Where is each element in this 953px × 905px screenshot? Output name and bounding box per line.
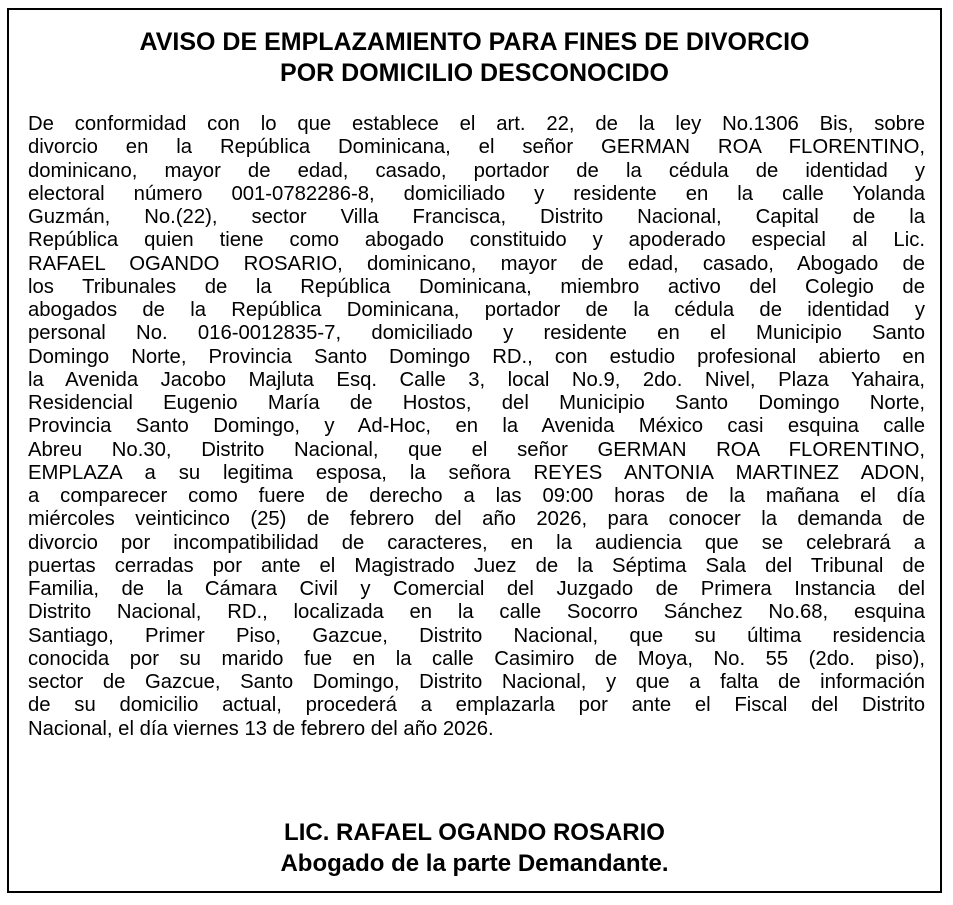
body-line: Distrito Nacional, RD., localizada en la calle Socorro Sánchez No.68, esquina <box>28 601 925 624</box>
body-line: personal No. 016-0012835-7, domiciliado y residente en el Municipio Santo <box>28 322 925 345</box>
body-line: Provincia Santo Domingo, y Ad-Hoc, en la Avenida México casi esquina calle <box>28 415 925 438</box>
body-line: miércoles veinticinco (25) de febrero del año 2026, para conocer la demanda de <box>28 508 925 531</box>
body-line: de su domicilio actual, procederá a emplazarla por ante el Fiscal del Distrito <box>28 694 925 717</box>
body-line: a comparecer como fuere de derecho a las 09:00 horas de la mañana el día <box>28 485 925 507</box>
body-line: Residencial Eugenio María de Hostos, del Municipio Santo Domingo Norte, <box>28 392 925 414</box>
body-line: EMPLAZA a su legitima esposa, la señora REYES ANTONIA MARTINEZ ADON, <box>28 461 925 484</box>
body-line: Abreu No.30, Distrito Nacional, que el señor GERMAN ROA FLORENTINO, <box>28 438 925 461</box>
body-line: De conformidad con lo que establece el art. 22, de la ley No.1306 Bis, sobre <box>28 113 925 135</box>
body-line: divorcio en la República Dominicana, el señor GERMAN ROA FLORENTINO, <box>28 136 925 159</box>
legal-notice-box <box>7 8 942 893</box>
body-line: electoral número 001-0782286-8, domiciliado y residente en la calle Yolanda <box>28 182 925 205</box>
body-line: la Avenida Jacobo Majluta Esq. Calle 3, local No.9, 2do. Nivel, Plaza Yahaira, <box>28 368 925 391</box>
body-line: sector de Gazcue, Santo Domingo, Distrito Nacional, y que a falta de información <box>28 671 925 693</box>
body-line: puertas cerradas por ante el Magistrado Juez de la Séptima Sala del Tribunal de <box>28 554 925 577</box>
body-line: Santiago, Primer Piso, Gazcue, Distrito Nacional, que su última residencia <box>28 624 925 647</box>
body-line: abogados de la República Dominicana, portador de la cédula de identidad y <box>28 299 925 321</box>
body-line: Familia, de la Cámara Civil y Comercial del Juzgado de Primera Instancia del <box>28 578 925 600</box>
notice-body <box>28 113 925 741</box>
body-line: RAFAEL OGANDO ROSARIO, dominicano, mayor de edad, casado, Abogado de <box>28 252 925 275</box>
signature-name: LIC. RAFAEL OGANDO ROSARIO <box>284 819 665 846</box>
notice-title: AVISO DE EMPLAZAMIENTO PARA FINES DE DIVORCIO <box>139 28 810 56</box>
notice-subtitle: POR DOMICILIO DESCONOCIDO <box>280 59 669 87</box>
body-line: conocida por su marido fue en la calle Casimiro de Moya, No. 55 (2do. piso), <box>28 647 925 670</box>
body-line: Domingo Norte, Provincia Santo Domingo RD., con estudio profesional abierto en <box>28 345 925 368</box>
body-line: Nacional, el día viernes 13 de febrero del año 2026. <box>28 717 494 740</box>
body-line: divorcio por incompatibilidad de caracteres, en la audiencia que se celebrará a <box>28 531 925 554</box>
body-line: los Tribunales de la República Dominicana, miembro activo del Colegio de <box>28 275 925 298</box>
body-line: Guzmán, No.(22), sector Villa Francisca, Distrito Nacional, Capital de la <box>28 206 925 228</box>
body-line: República quien tiene como abogado constituido y apoderado especial al Lic. <box>28 229 925 252</box>
signature-role: Abogado de la parte Demandante. <box>280 850 669 877</box>
body-line: dominicano, mayor de edad, casado, portador de la cédula de identidad y <box>28 159 925 182</box>
